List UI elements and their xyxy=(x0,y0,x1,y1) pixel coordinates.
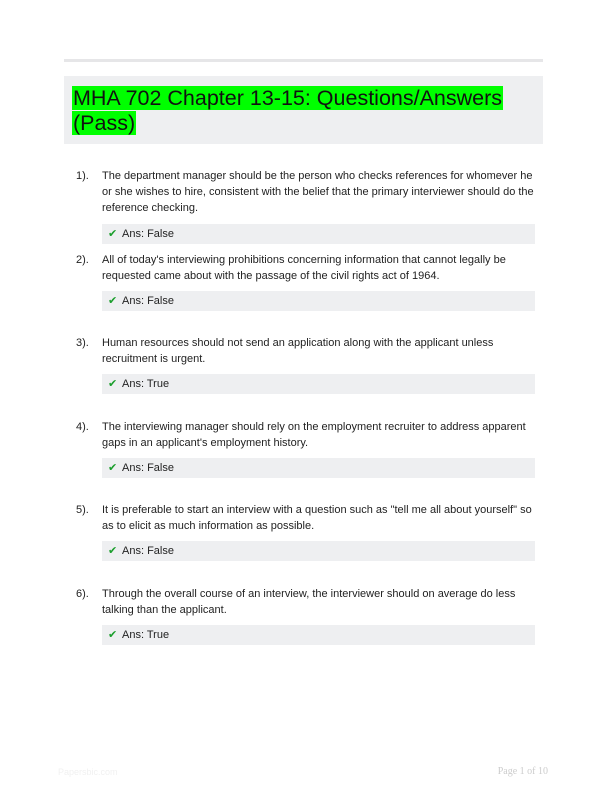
title-banner xyxy=(64,76,543,144)
top-divider xyxy=(64,59,543,62)
question-text: Through the overall course of an interview, the interviewer should on average do less talking than the applicant. xyxy=(102,587,516,616)
question-number: 2). xyxy=(76,253,89,266)
question-item-3 xyxy=(64,334,543,418)
question-text: The department manager should be the person who checks references for whomever he or she wishes to hire, consistent with the belief that the primary interviewer should do the reference checking. xyxy=(102,170,534,214)
question-item-2 xyxy=(64,251,543,335)
answer-box xyxy=(102,224,535,244)
check-icon: ✔ xyxy=(108,461,118,474)
answer-text: Ans: True xyxy=(122,378,170,391)
answer-box xyxy=(102,374,535,394)
answer-box xyxy=(102,625,535,645)
question-item-6 xyxy=(64,585,543,669)
check-icon: ✔ xyxy=(108,228,118,240)
answer-text: Ans: False xyxy=(122,228,174,240)
answer-text: Ans: False xyxy=(122,545,174,558)
page-indicator: Page 1 of 10 xyxy=(497,766,548,777)
check-icon: ✔ xyxy=(108,294,118,307)
page-title-text: MHA 702 Chapter 13-15: Questions/Answers (Pass) xyxy=(73,86,503,135)
answer-text: Ans: False xyxy=(122,294,174,307)
question-number: 6). xyxy=(76,587,89,600)
question-text: All of today's interviewing prohibitions concerning information that cannot legally be requested came about with the passage of the civil rights act of 1964. xyxy=(102,253,506,282)
question-item-1 xyxy=(64,167,543,251)
question-text: It is preferable to start an interview with a question such as "tell me all about yourself" so as to elicit as much information as possible. xyxy=(102,504,532,533)
check-icon: ✔ xyxy=(108,378,118,391)
question-text: The interviewing manager should rely on the employment recruiter to address apparent gaps in an applicant's employment history. xyxy=(102,420,526,449)
answer-box xyxy=(102,458,535,478)
question-item-4 xyxy=(64,418,543,502)
answer-box xyxy=(102,291,535,311)
check-icon: ✔ xyxy=(108,545,118,558)
question-number: 5). xyxy=(76,504,89,517)
question-item-5 xyxy=(64,501,543,585)
question-number: 1). xyxy=(76,170,89,182)
question-list xyxy=(64,167,543,669)
answer-box xyxy=(102,541,535,561)
question-text: Human resources should not send an application along with the applicant unless recruitment is urgent. xyxy=(102,337,494,366)
answer-text: Ans: False xyxy=(122,461,174,474)
footer-watermark: Papersbic.com xyxy=(58,767,118,777)
check-icon: ✔ xyxy=(108,628,118,641)
question-number: 4). xyxy=(76,420,89,433)
answer-text: Ans: True xyxy=(122,628,170,641)
question-number: 3). xyxy=(76,337,89,350)
page-title xyxy=(72,86,512,136)
